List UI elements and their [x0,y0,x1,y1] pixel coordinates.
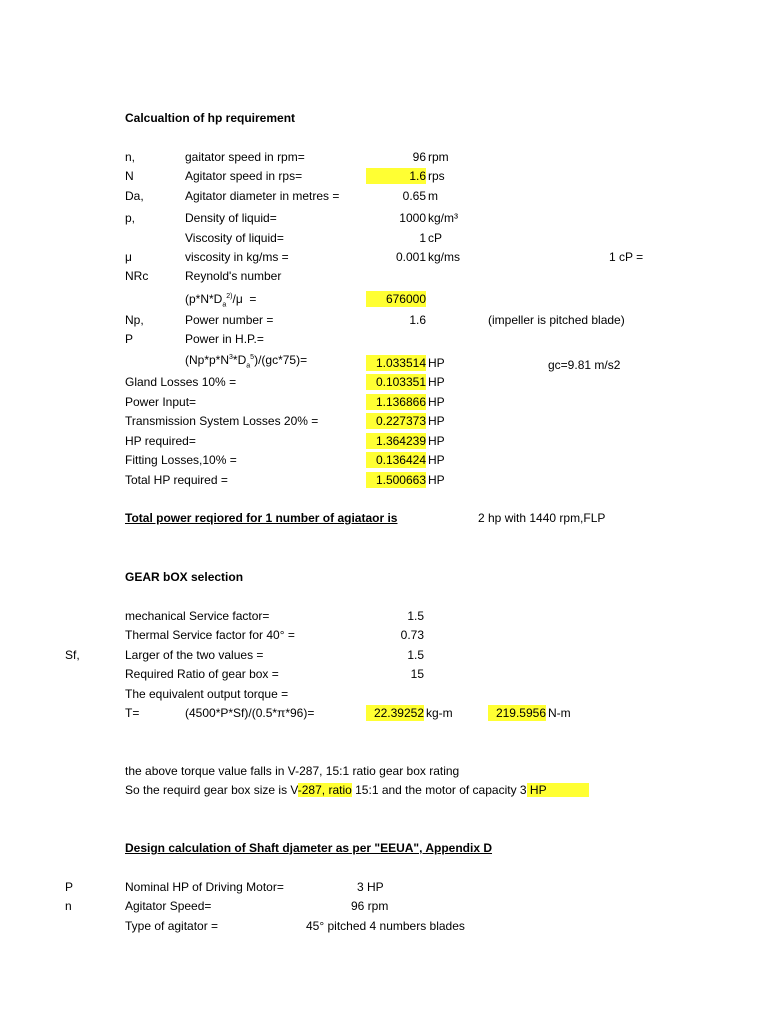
unit-torque-nm: N-m [548,706,571,720]
label-power-hp: Power in H.P.= [185,332,264,346]
unit-transmission-losses: HP [428,414,445,428]
formula-torque: (4500*P*Sf)/(0.5*π*96)= [185,706,315,720]
label-viscosity: Viscosity of liquid= [185,231,284,245]
unit-rps: rps [428,169,445,183]
label-gear-ratio: Required Ratio of gear box = [125,667,279,681]
value-fitting-losses: 0.136424 [366,452,426,468]
gearbox-title: GEAR bOX selection [125,570,244,584]
note-torque-rating: the above torque value falls in V-287, 15:1 ratio gear box rating [125,764,460,778]
unit-density: kg/m³ [428,211,458,225]
label-agitator-diameter: Agitator diameter in metres = [185,189,340,203]
value-total-hp: 1.500663 [366,472,426,488]
label-agitator-speed: Agitator Speed= [125,899,212,913]
formula-power: $(Np*p*N^3*D_a^5)/(gc*75)=$ [185,353,308,370]
label-agitator-type: Type of agitator = [125,919,219,933]
total-power-value: 2 hp with 1440 rpm,FLP [478,511,606,525]
label-output-torque: The equivalent output torque = [125,687,289,701]
sym-np: Np, [125,313,144,327]
unit-rpm: rpm [428,150,449,164]
value-agitator-speed: 96 rpm [351,899,389,913]
unit-viscosity-kgms: kg/ms [428,250,461,264]
sym-rho: p, [125,211,136,225]
sym-shaft-p: P [65,880,74,894]
value-rpm: 96 [412,150,426,164]
total-power-label: Total power reqiored for 1 number of agiataor is [125,511,398,525]
value-gland-losses: 0.103351 [366,374,426,390]
label-nominal-hp: Nominal HP of Driving Motor= [125,880,284,894]
label-hp-required: HP required= [125,434,196,448]
value-rps: 1.6 [366,168,426,184]
value-viscosity-kgms: 0.001 [395,250,426,264]
value-larger-value: 1.5 [407,648,424,662]
label-reynolds: Reynold's number [185,269,282,283]
sym-sf: Sf, [65,648,80,662]
label-larger-value: Larger of the two values = [125,648,264,662]
label-density: Density of liquid= [185,211,277,225]
value-thermal-service-factor: 0.73 [400,628,424,642]
value-density: 1000 [399,211,426,225]
unit-power-input: HP [428,395,445,409]
value-viscosity: 1 [419,231,426,245]
label-power-number: Power number = [185,313,274,327]
label-total-hp: Total HP required = [125,473,228,487]
sym-nre: NRc [125,269,149,283]
note-gearbox-size [125,782,589,798]
value-hp-required: 1.364239 [366,433,426,449]
note-impeller: (impeller is pitched blade) [488,313,625,327]
sym-mu: μ [125,250,132,264]
note-gc: gc=9.81 m/s2 [548,358,621,372]
value-power: 1.033514 [366,355,426,371]
value-nominal-hp: 3 HP [357,880,384,894]
note-gearbox-size-b: -287, ratio [297,783,352,797]
sym-n: n, [125,150,136,164]
sym-p: P [125,332,134,346]
value-gear-ratio: 15 [410,667,424,681]
note-cp-conversion: 1 cP = [609,250,644,264]
unit-viscosity: cP [428,231,443,245]
unit-hp-required: HP [428,434,445,448]
shaft-title: Design calculation of Shaft djameter as per "EEUA", Appendix D [125,841,493,855]
label-fitting-losses: Fitting Losses,10% = [125,453,237,467]
label-gland-losses: Gland Losses 10% = [125,375,237,389]
label-agitator-rps: Agitator speed in rps= [185,169,303,183]
value-power-number: 1.6 [409,313,426,327]
sym-Da: Da, [125,189,144,203]
label-agitator-rpm: gaitator speed in rpm= [185,150,305,164]
unit-power: HP [428,356,445,370]
note-gearbox-size-a: So the requird gear box size is V [125,783,298,797]
value-diameter: 0.65 [402,189,426,203]
value-power-input: 1.136866 [366,394,426,410]
unit-total-hp: HP [428,473,445,487]
value-torque-nm: 219.5956 [488,705,546,721]
unit-diameter: m [428,189,438,203]
hp-section-title: Calcualtion of hp requirement [125,111,296,125]
sym-N: N [125,169,134,183]
formula-reynolds: ($p*N*D_a^{2)}/\mu$ = [185,292,257,309]
note-gearbox-size-d: HP [527,783,589,797]
unit-gland-losses: HP [428,375,445,389]
label-mech-service-factor: mechanical Service factor= [125,609,270,623]
value-mech-service-factor: 1.5 [407,609,424,623]
label-viscosity-kgms: viscosity in kg/ms = [185,250,289,264]
value-reynolds: 676000 [366,291,426,307]
sym-shaft-n: n [65,899,72,913]
unit-torque-kgm: kg-m [426,706,453,720]
value-torque-kgm: 22.39252 [366,705,424,721]
sym-torque: T= [125,706,140,720]
value-transmission-losses: 0.227373 [366,413,426,429]
value-agitator-type: 45° pitched 4 numbers blades [306,919,465,933]
unit-fitting-losses: HP [428,453,445,467]
label-transmission-losses: Transmission System Losses 20% = [125,414,319,428]
label-power-input: Power Input= [125,395,197,409]
label-thermal-service-factor: Thermal Service factor for 40° = [125,628,295,642]
note-gearbox-size-c: 15:1 and the motor of capacity 3 [351,783,527,797]
